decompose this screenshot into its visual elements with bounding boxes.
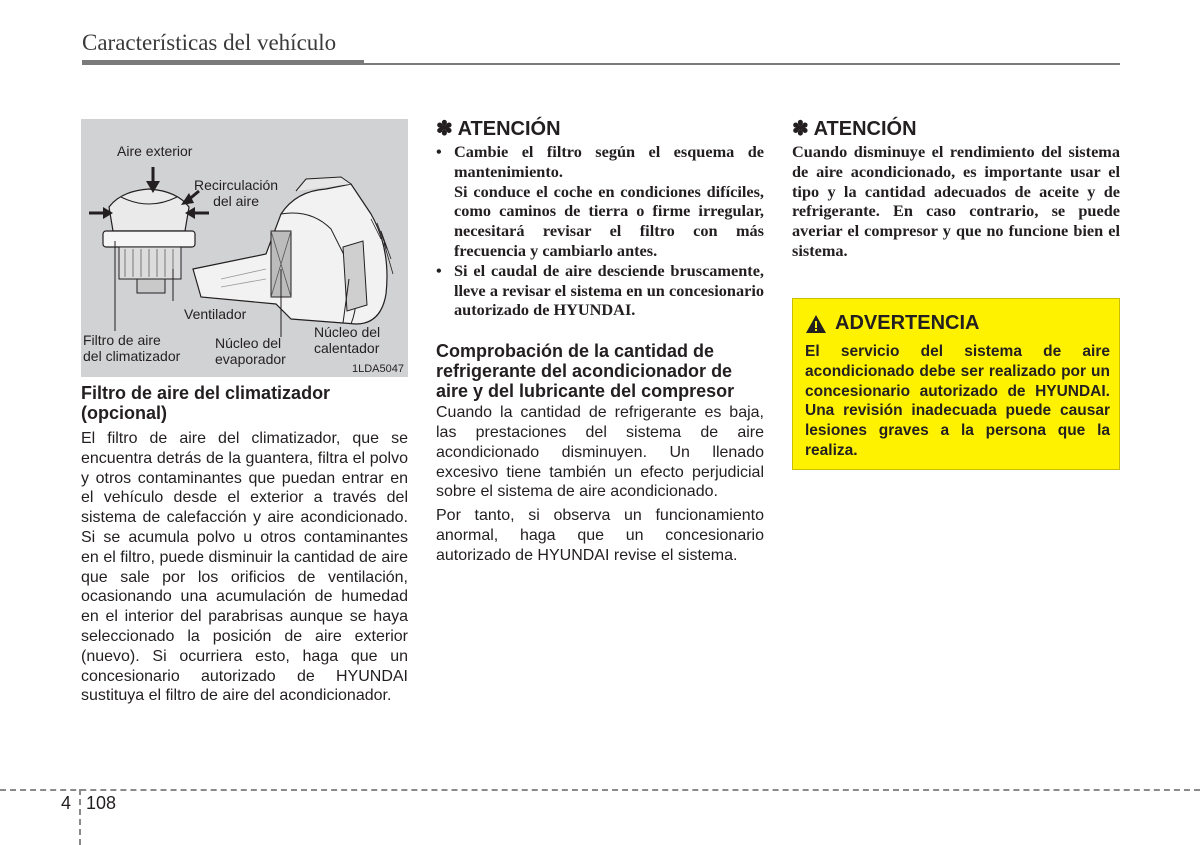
- hvac-diagram-figure: [81, 119, 408, 377]
- bullet-text: Si el caudal de aire desciende bruscamente, lleve a revisar el sistema en un concesionario autorizado de HYUNDAI.: [454, 260, 764, 320]
- column-middle: [436, 118, 764, 566]
- atencion-title: ✽ ATENCIÓN: [436, 118, 561, 140]
- label-filtro: Filtro de aire del climatizador: [83, 332, 181, 364]
- warning-title-row: [805, 312, 979, 335]
- column-left: [81, 119, 408, 706]
- atencion-title: ✽ ATENCIÓN: [792, 118, 917, 140]
- bullet-continuation: Si conduce el coche en condiciones difíciles, como caminos de tierra o firme irregular, necesitará revisar el filtro con más frecuencia y cambiarlo antes.: [454, 181, 764, 260]
- bullet-icon: •: [436, 260, 442, 280]
- list-item: [436, 142, 764, 182]
- figure-code: 1LDA5047: [352, 363, 404, 375]
- bullet-icon: •: [436, 142, 442, 161]
- paragraph-refrigerante: Cuando la cantidad de refrigerante es baja, las prestaciones del sistema de aire acondicionado disminuyen. Un llenado excesivo tiene también un efecto perjudicial sobre el sistema de aire acondicionado.: [436, 404, 764, 501]
- header-rule-thick: [82, 60, 364, 65]
- column-right: [792, 118, 1120, 261]
- warning-title: ADVERTENCIA: [835, 312, 980, 334]
- page-number: 108: [86, 793, 117, 813]
- atencion-text: Cuando disminuye el rendimiento del sistema de aire acondicionado, es importante usar el tipo y la cantidad adecuados de aceite y de refrigerante. En caso contrario, se puede averiar el compresor y que no funcione bien el sistema.: [792, 142, 1120, 260]
- label-nucleo-calentador: Núcleo del calentador: [314, 324, 381, 356]
- paragraph-funcionamiento: Por tanto, si observa un funcionamiento anormal, haga que un concesionario autorizado de HYUNDAI revise el sistema.: [436, 507, 764, 564]
- paragraph-filtro: El filtro de aire del climatizador, que se encuentra detrás de la guantera, filtra el polvo y otros contaminantes que puedan entrar en el vehículo desde el exterior a través del sistema de calefacción y aire acondicionado. Si se acumula polvo u otros contaminantes en el filtro, puede disminuir la cantidad de aire que sale por los orificios de ventilación, ocasionando una acumulación de humedad en el interior del parabrisas aunque se haya seleccionado la posición de aire exterior (nuevo). Si ocurriera esto, haga que un concesionario autorizado de HYUNDAI sustituya el filtro de aire del acondicionador.: [81, 430, 408, 705]
- label-ventilador: Ventilador: [184, 306, 247, 322]
- section-heading-comprobacion: Comprobación de la cantidad de refrigerante del acondicionador de aire y del lubricante del compresor: [436, 341, 735, 402]
- warning-text: El servicio del sistema de aire acondicionado debe ser realizado por un concesionario autorizado de HYUNDAI. Una revisión inadecuada puede causar lesiones graves a la persona que la realiza.: [805, 343, 1110, 459]
- warning-triangle-icon: [805, 314, 827, 334]
- warning-box: [792, 298, 1120, 470]
- bullet-text: Cambie el filtro según el esquema de mantenimiento.: [454, 142, 764, 181]
- footer-divider: [0, 789, 1200, 791]
- chapter-number: 4: [61, 793, 72, 813]
- label-nucleo-evaporador: Núcleo del evaporador: [215, 335, 286, 367]
- label-recirculacion: Recirculación del aire: [194, 177, 279, 209]
- label-aire-exterior: Aire exterior: [117, 143, 193, 159]
- footer-vertical-divider: [79, 789, 81, 845]
- section-heading-filtro: Filtro de aire del climatizador (opcional): [81, 383, 331, 423]
- list-item: [436, 261, 764, 320]
- page-header-title: Características del vehículo: [82, 30, 337, 55]
- header-rule-thin: [364, 63, 1120, 65]
